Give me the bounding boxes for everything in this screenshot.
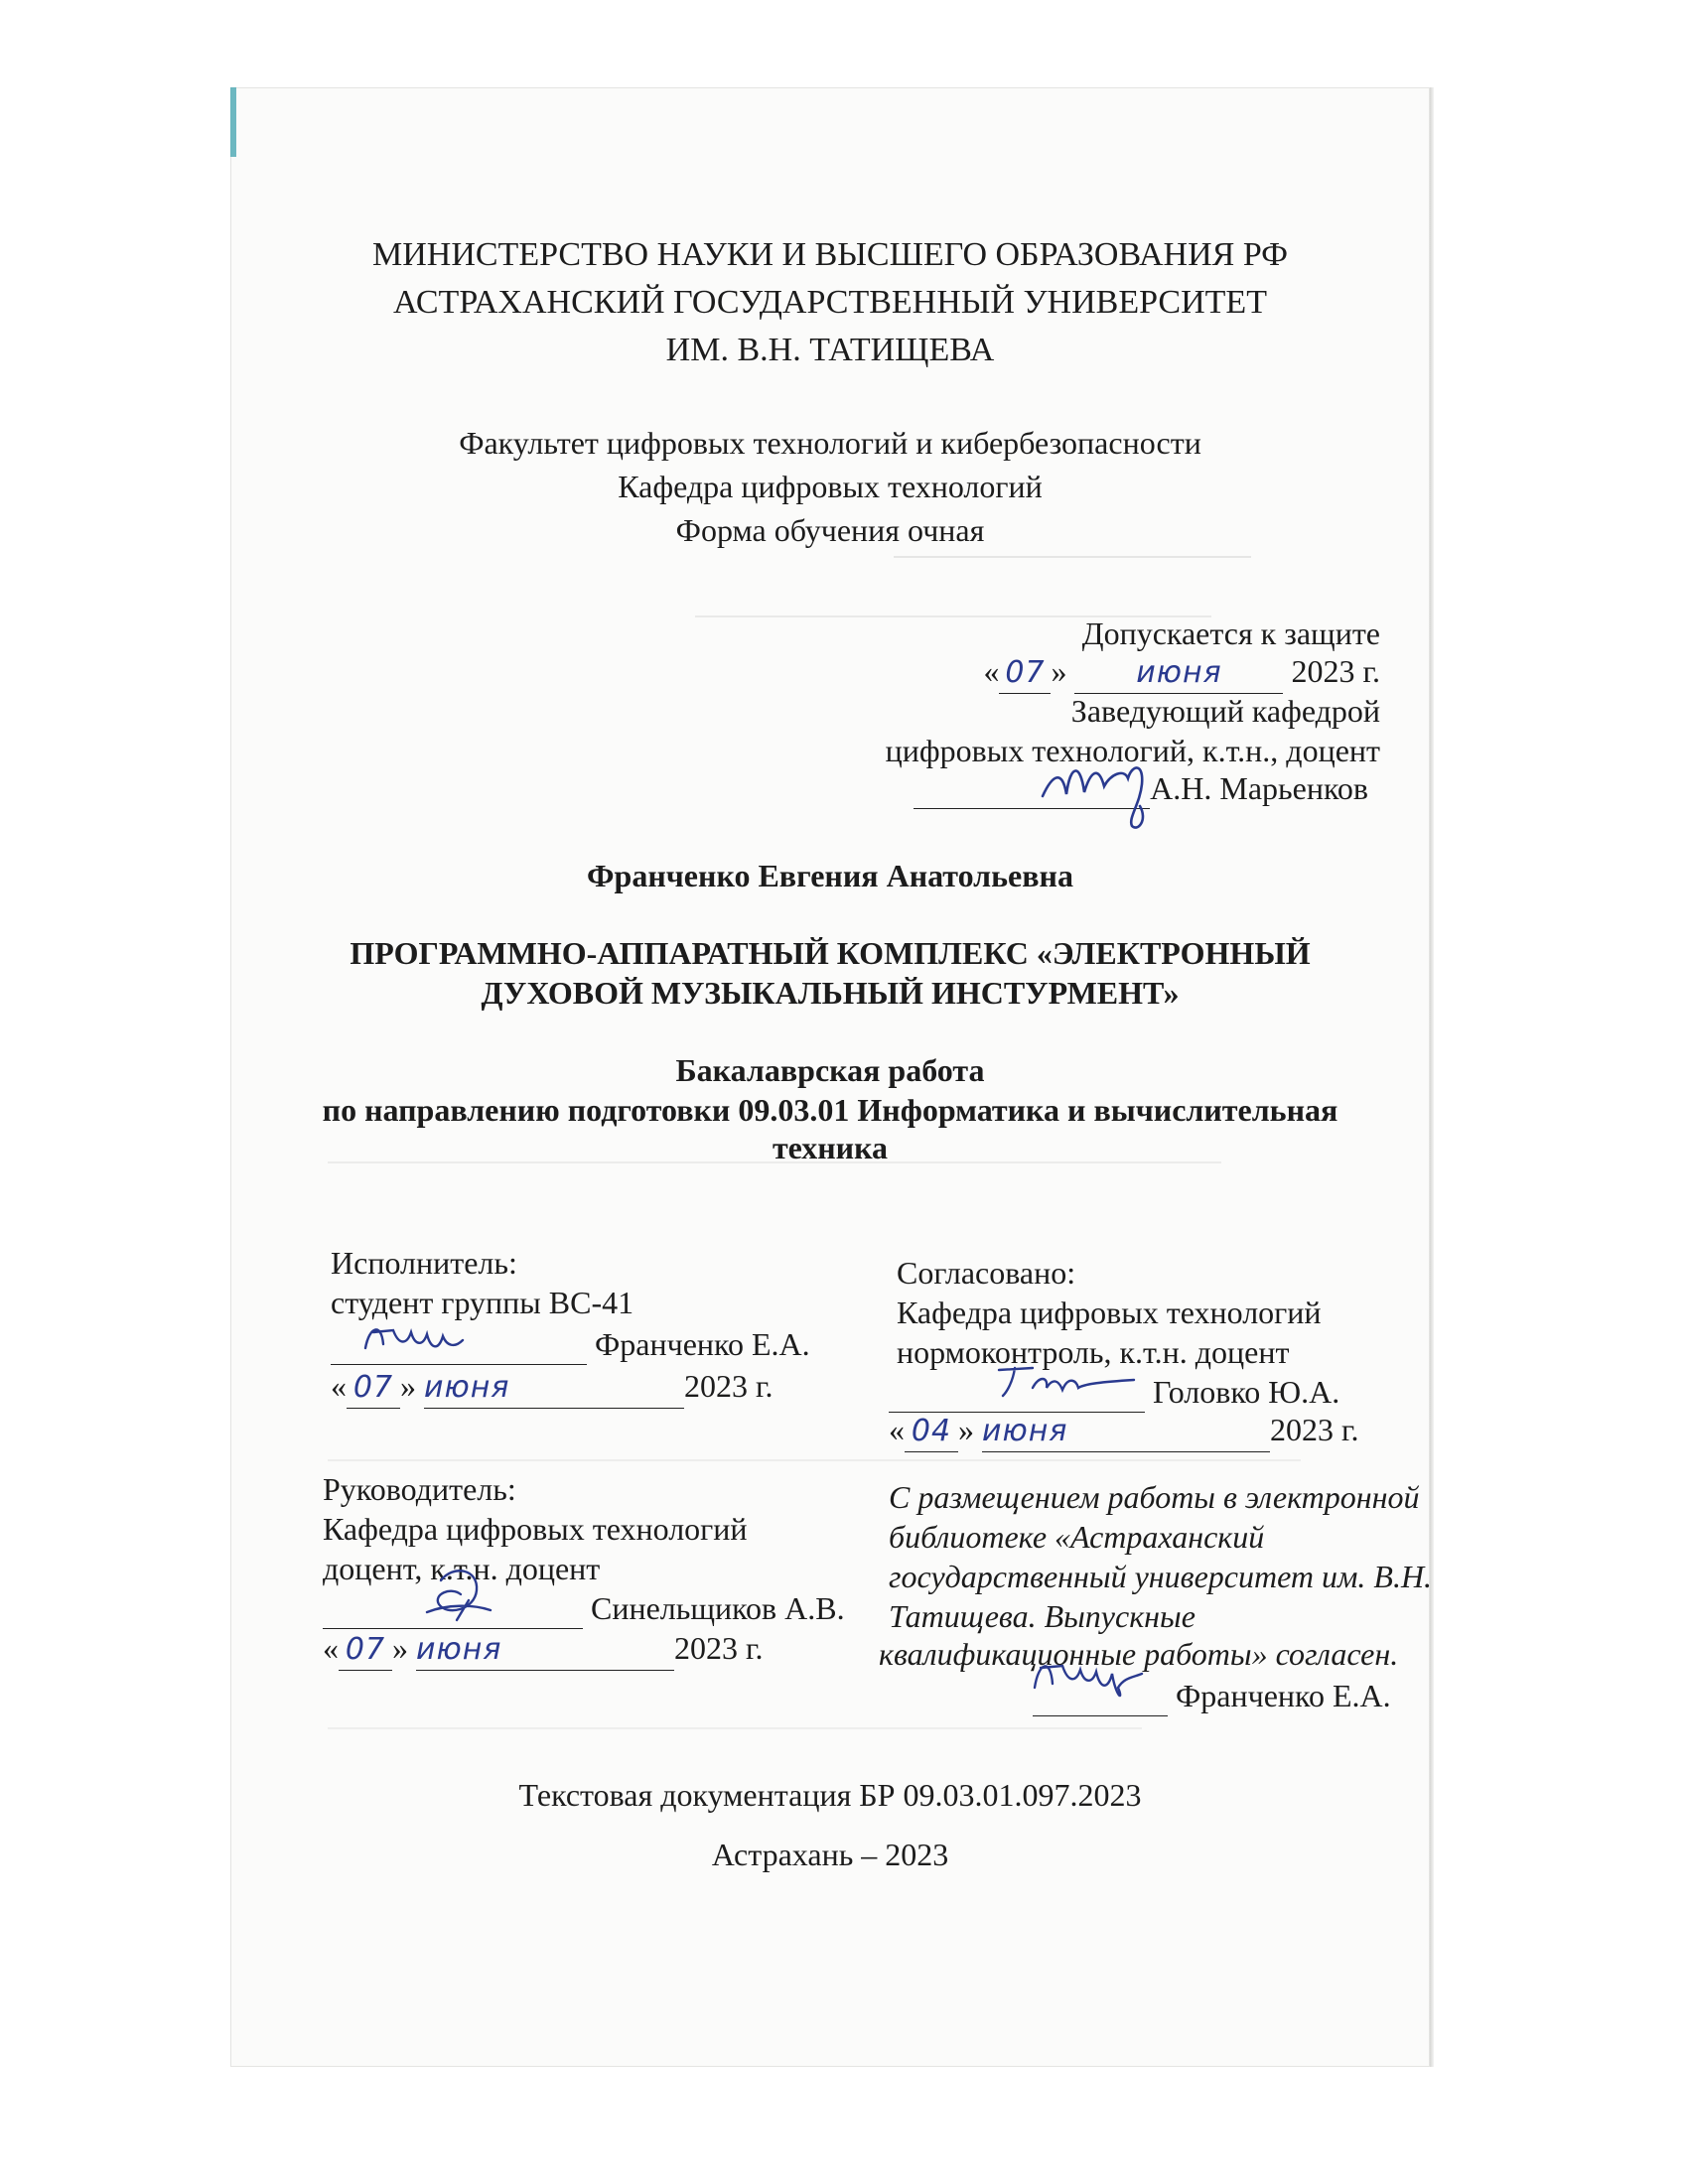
sheet-tab bbox=[230, 87, 236, 157]
approval-day: 07 bbox=[999, 653, 1051, 694]
consent-line-4: Татищева. Выпускные bbox=[889, 1598, 1196, 1634]
supervisor-year: 2023 г. bbox=[674, 1630, 764, 1666]
approval-month: июня bbox=[1074, 653, 1283, 694]
supervisor-signature bbox=[417, 1561, 496, 1630]
executor-day: 07 bbox=[347, 1368, 400, 1409]
sheet-edge bbox=[1430, 87, 1434, 2067]
head-name: А.Н. Марьенков bbox=[1150, 770, 1368, 806]
agreed-month: июня bbox=[982, 1412, 1270, 1452]
executor-date: « 07 » июня 2023 г. bbox=[331, 1366, 774, 1409]
work-type-line-1: Бакалаврская работа bbox=[675, 1052, 985, 1088]
head-signature bbox=[1033, 735, 1172, 834]
consent-line-5: квалификационные работы» согласен. bbox=[879, 1636, 1399, 1672]
supervisor-label: Руководитель: bbox=[323, 1471, 516, 1507]
agreed-dept: Кафедра цифровых технологий bbox=[897, 1295, 1322, 1330]
approval-year: 2023 г. bbox=[1291, 653, 1380, 689]
executor-group: студент группы ВС-41 bbox=[331, 1285, 634, 1320]
supervisor-dept: Кафедра цифровых технологий bbox=[323, 1511, 748, 1547]
supervisor-day: 07 bbox=[339, 1630, 392, 1671]
consent-line-2: библиотеке «Астраханский bbox=[889, 1519, 1265, 1555]
city-year: Астрахань – 2023 bbox=[711, 1837, 949, 1872]
approval-date: « 07 » июня 2023 г. bbox=[983, 651, 1380, 694]
agreed-signature bbox=[993, 1358, 1142, 1402]
executor-label: Исполнитель: bbox=[331, 1245, 517, 1281]
head-title-2: цифровых технологий, к.т.н., доцент bbox=[885, 733, 1380, 768]
department-line: Кафедра цифровых технологий bbox=[618, 469, 1043, 504]
agreed-year: 2023 г. bbox=[1270, 1412, 1359, 1447]
study-form-line: Форма обучения очная bbox=[675, 512, 985, 548]
bleed-through-mark bbox=[328, 1727, 1142, 1729]
supervisor-month: июня bbox=[416, 1630, 674, 1671]
agreed-date: « 04 » июня 2023 г. bbox=[889, 1410, 1359, 1452]
doc-code: Текстовая документация БР 09.03.01.097.2023 bbox=[518, 1777, 1142, 1813]
supervisor-role: доцент, к.т.н. доцент bbox=[323, 1551, 601, 1586]
consent-signature bbox=[1029, 1648, 1148, 1707]
executor-year: 2023 г. bbox=[684, 1368, 774, 1404]
executor-signature bbox=[359, 1310, 479, 1360]
work-type-line-3: техника bbox=[772, 1130, 889, 1165]
bleed-through-mark bbox=[328, 1459, 1301, 1461]
ministry-line: МИНИСТЕРСТВО НАУКИ И ВЫСШЕГО ОБРАЗОВАНИЯ РФ bbox=[371, 236, 1289, 273]
executor-month: июня bbox=[424, 1368, 684, 1409]
faculty-line: Факультет цифровых технологий и кибербезопасности bbox=[459, 425, 1201, 461]
title-line-2: ДУХОВОЙ МУЗЫКАЛЬНЫЙ ИНСТУРМЕНТ» bbox=[481, 975, 1180, 1011]
bleed-through-mark bbox=[894, 556, 1251, 558]
work-type-line-2: по направлению подготовки 09.03.01 Информатика и вычислительная bbox=[322, 1092, 1338, 1128]
agreed-name: Головко Ю.А. bbox=[1153, 1374, 1340, 1410]
agreed-role: нормоконтроль, к.т.н. доцент bbox=[897, 1334, 1290, 1370]
title-line-1: ПРОГРАММНО-АППАРАТНЫЙ КОМПЛЕКС «ЭЛЕКТРОННЫЙ bbox=[350, 935, 1311, 971]
university-line: АСТРАХАНСКИЙ ГОСУДАРСТВЕННЫЙ УНИВЕРСИТЕТ bbox=[393, 284, 1267, 321]
author-name: Франченко Евгения Анатольевна bbox=[587, 858, 1073, 893]
admitted-label: Допускается к защите bbox=[1081, 615, 1380, 651]
agreed-day: 04 bbox=[905, 1412, 958, 1452]
agreed-label: Согласовано: bbox=[897, 1255, 1076, 1291]
consent-line-3: государственный университет им. В.Н. bbox=[889, 1559, 1433, 1594]
supervisor-signature-line bbox=[323, 1588, 845, 1629]
supervisor-date: « 07 » июня 2023 г. bbox=[323, 1628, 764, 1671]
head-title-1: Заведующий кафедрой bbox=[1070, 693, 1380, 729]
supervisor-name: Синельщиков А.В. bbox=[591, 1590, 845, 1626]
named-after-line: ИМ. В.Н. ТАТИЩЕВА bbox=[665, 332, 995, 368]
executor-name: Франченко Е.А. bbox=[595, 1326, 810, 1362]
consent-line-1: С размещением работы в электронной bbox=[889, 1479, 1420, 1515]
consent-name: Франченко Е.А. bbox=[1176, 1678, 1391, 1713]
